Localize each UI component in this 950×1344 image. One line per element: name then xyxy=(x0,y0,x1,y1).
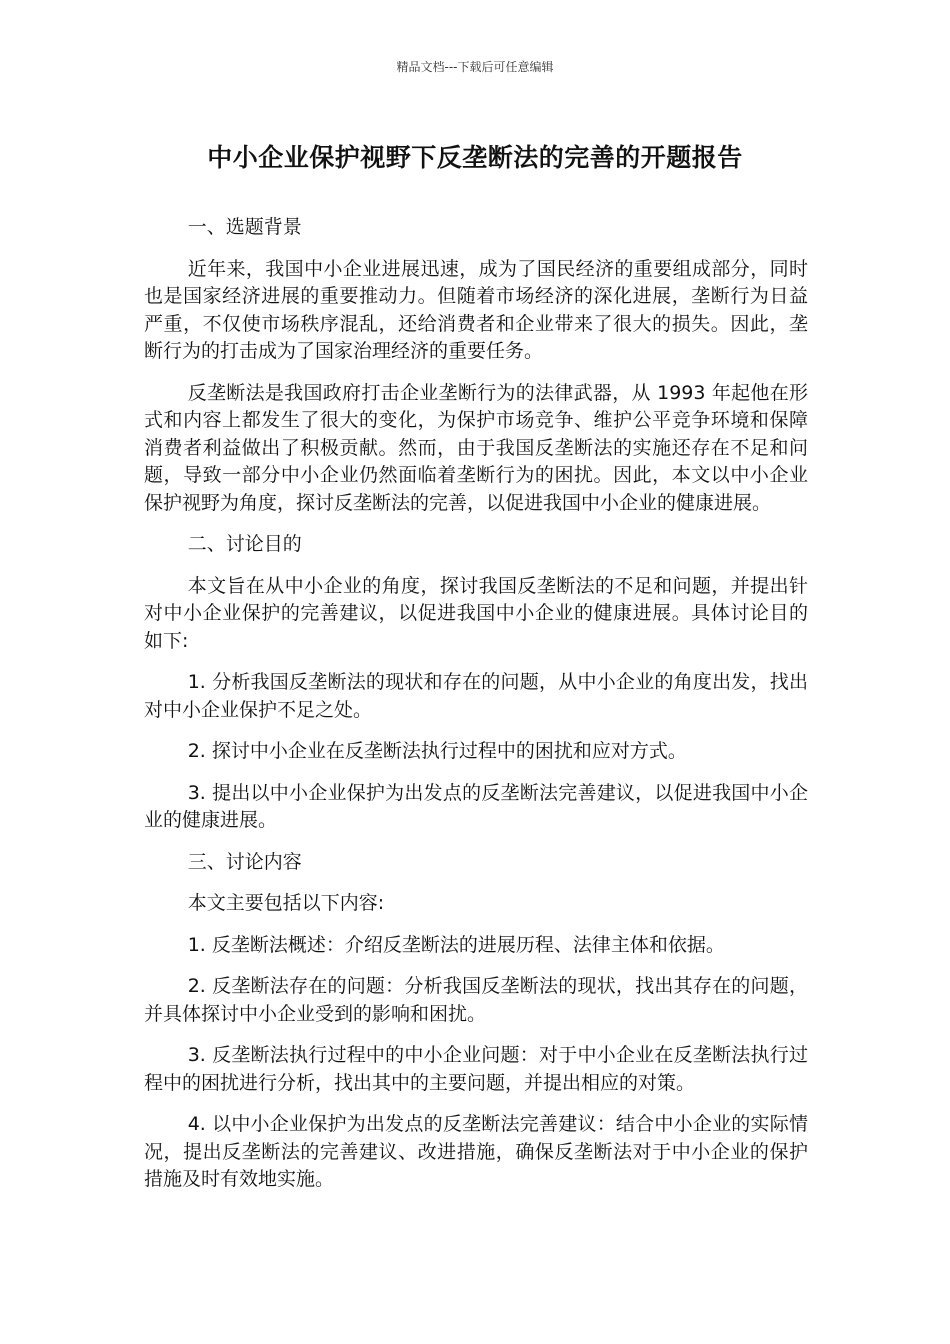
paragraph: 本文主要包括以下内容: xyxy=(187,892,385,914)
paragraph: 反垄断法是我国政府打击企业垄断行为的法律武器，从 1993 年起他在形式和内容上都发生了很大的变化，为保护市场竞争、维护公平竞争环境和保障消费者利益做出了积极贡献。然而，由于我国反垄断法的实施还存在不足和问题，导致一部分中小企业仍然面临着垄断行为的困扰。因此，本文以中小企业保护视野为角度，探讨反垄断法的完善，以促进我国中小企业的健康进展。 xyxy=(144,381,808,514)
header-note: 精品文档---下载后可任意编辑 xyxy=(396,60,554,74)
section-heading-purpose: 二、讨论目的 xyxy=(187,533,302,555)
list-item: 2. 探讨中小企业在反垄断法执行过程中的困扰和应对方式。 xyxy=(187,740,687,762)
paragraph: 近年来，我国中小企业进展迅速，成为了国民经济的重要组成部分，同时也是国家经济进展的重要推动力。但随着市场经济的深化进展，垄断行为日益严重，不仅使市场秩序混乱，还给消费者和企业带来了很大的损失。因此，垄断行为的打击成为了国家治理经济的重要任务。 xyxy=(144,257,808,362)
list-item: 2. 反垄断法存在的问题：分析我国反垄断法的现状，找出其存在的问题，并具体探讨中小企业受到的影响和困扰。 xyxy=(144,975,808,1025)
document-body xyxy=(144,214,808,1208)
list-item: 1. 分析我国反垄断法的现状和存在的问题，从中小企业的角度出发，找出对中小企业保护不足之处。 xyxy=(144,671,808,721)
list-item: 3. 提出以中小企业保护为出发点的反垄断法完善建议，以促进我国中小企业的健康进展。 xyxy=(144,781,808,831)
list-item: 3. 反垄断法执行过程中的中小企业问题：对于中小企业在反垄断法执行过程中的困扰进行分析，找出其中的主要问题，并提出相应的对策。 xyxy=(144,1044,808,1094)
paragraph: 本文旨在从中小企业的角度，探讨我国反垄断法的不足和问题，并提出针对中小企业保护的完善建议，以促进我国中小企业的健康进展。具体讨论目的如下: xyxy=(144,574,808,652)
section-heading-background: 一、选题背景 xyxy=(187,216,302,238)
list-item: 4. 以中小企业保护为出发点的反垄断法完善建议：结合中小企业的实际情况，提出反垄断法的完善建议、改进措施，确保反垄断法对于中小企业的保护措施及时有效地实施。 xyxy=(144,1113,808,1190)
document-title: 中小企业保护视野下反垄断法的完善的开题报告 xyxy=(207,143,743,172)
list-item: 1. 反垄断法概述：介绍反垄断法的进展历程、法律主体和依据。 xyxy=(187,933,725,956)
section-heading-content: 三、讨论内容 xyxy=(187,850,302,873)
